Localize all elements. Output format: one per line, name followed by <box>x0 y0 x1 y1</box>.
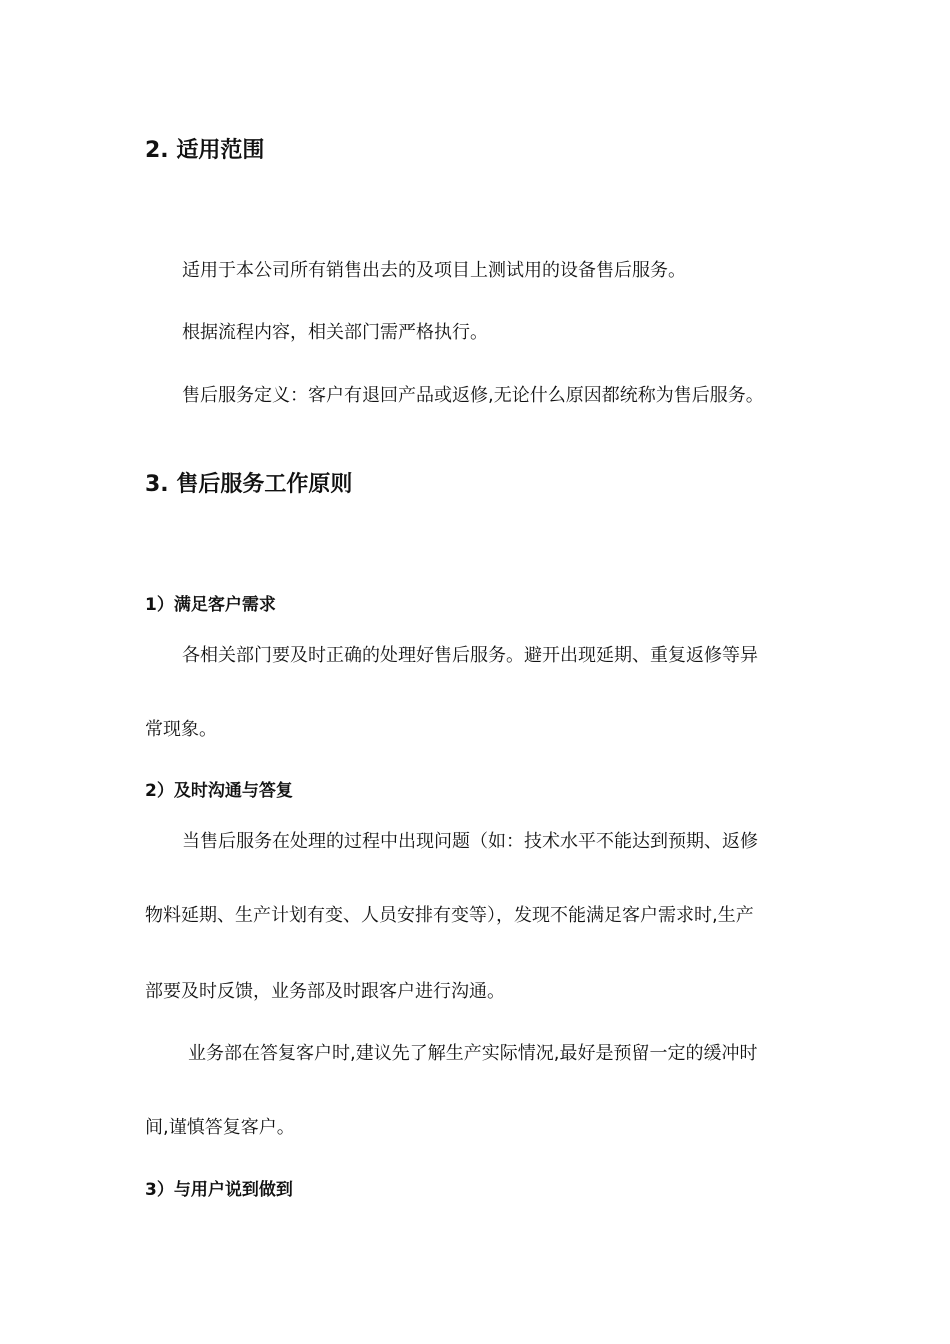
principle-2-line-4: 业务部在答复客户时,建议先了解生产实际情况,最好是预留一定的缓冲时 <box>188 1043 758 1064</box>
principle-title-1: 1）满足客户需求 <box>145 595 276 615</box>
section-heading-principles: 3. 售后服务工作原则 <box>145 472 353 497</box>
principle-1-line-2: 常现象。 <box>145 719 217 740</box>
principle-2-line-1: 当售后服务在处理的过程中出现问题（如：技术水平不能达到预期、返修 <box>182 831 758 852</box>
principle-title-2: 2）及时沟通与答复 <box>145 781 293 801</box>
scope-paragraph-1: 适用于本公司所有销售出去的及项目上测试用的设备售后服务。 <box>182 260 686 281</box>
scope-paragraph-2: 根据流程内容，相关部门需严格执行。 <box>182 322 488 343</box>
principle-title-3: 3）与用户说到做到 <box>145 1180 293 1200</box>
principle-1-line-1: 各相关部门要及时正确的处理好售后服务。避开出现延期、重复返修等异 <box>182 645 758 666</box>
principle-2-line-2: 物料延期、生产计划有变、人员安排有变等），发现不能满足客户需求时,生产 <box>145 905 754 926</box>
principle-2-line-5: 间,谨慎答复客户。 <box>145 1117 295 1138</box>
scope-paragraph-3: 售后服务定义：客户有退回产品或返修,无论什么原因都统称为售后服务。 <box>182 385 764 406</box>
principle-2-line-3: 部要及时反馈，业务部及时跟客户进行沟通。 <box>145 981 505 1002</box>
section-heading-scope: 2. 适用范围 <box>145 138 265 163</box>
